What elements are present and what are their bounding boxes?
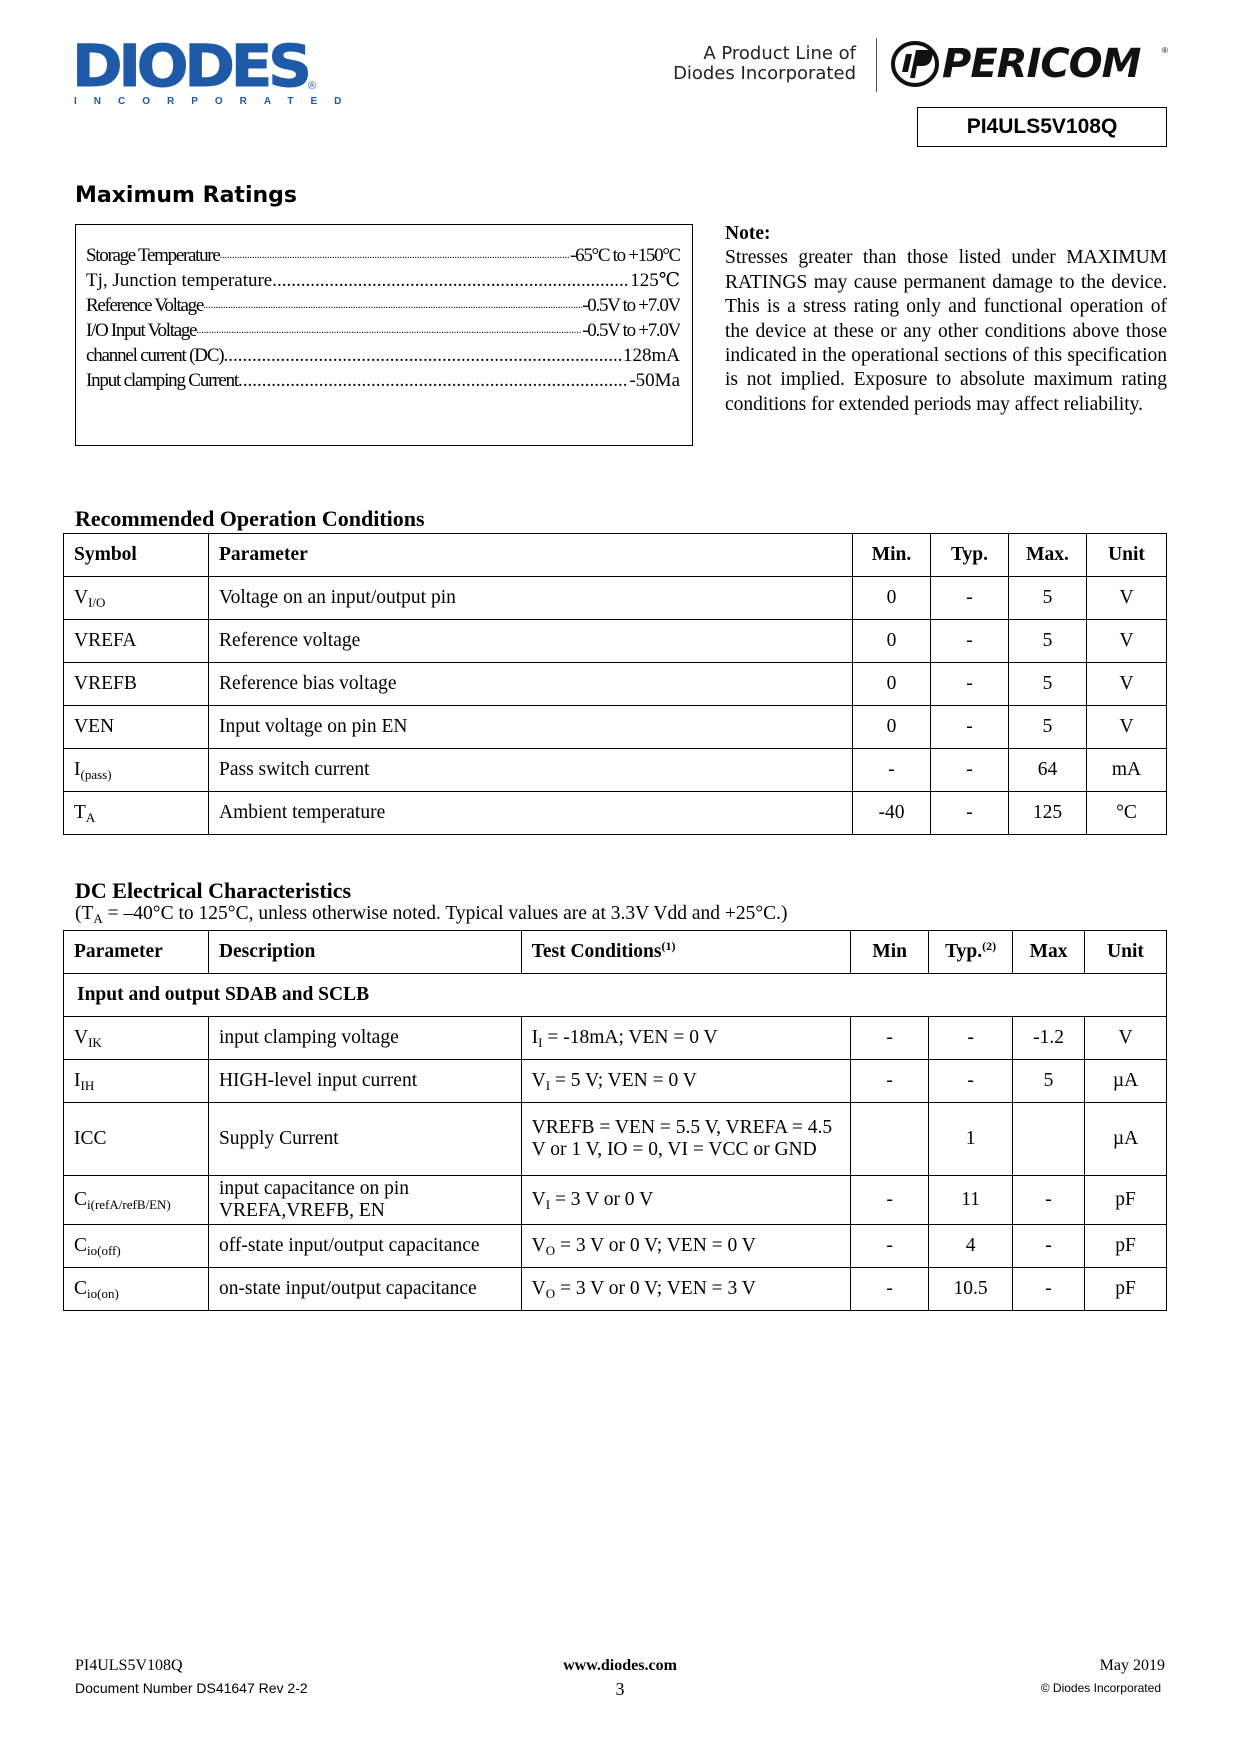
rating-value: -0.5V to +7.0V [582,320,680,341]
min-cell: - [851,1268,929,1311]
unit-cell: V [1085,1017,1167,1060]
typ-cell: - [931,620,1009,663]
param-cell: $C_{io(on)}$ [64,1268,209,1311]
symbol-cell: VEN [64,706,209,749]
rating-label: Storage Temperature [86,245,220,266]
unit-cell: µA [1085,1103,1167,1176]
col-header: Symbol [64,534,209,577]
typ-cell: 10.5 [929,1268,1013,1311]
test-cond-cell: $V_I = 3$ V or 0 V [521,1176,851,1225]
max-rating-row [86,343,680,369]
min-cell: - [851,1225,929,1268]
table-row [64,1176,1167,1225]
typ-cell: - [931,706,1009,749]
unit-cell: pF [1085,1225,1167,1268]
symbol-cell: $V_{I/O}$ [64,577,209,620]
unit-cell: pF [1085,1268,1167,1311]
col-header: Unit [1085,931,1167,974]
max-cell: - [1013,1176,1085,1225]
test-cond-cell: VREFB = VEN = 5.5 V, VREFA = 4.5 V or 1 V, IO = 0, VI = VCC or GND [521,1103,851,1176]
product-line-text [636,44,856,84]
unit-cell: V [1087,577,1167,620]
table-row [64,792,1167,835]
typ-cell: - [929,1017,1013,1060]
param-cell: $C_{i(refA/refB/EN)}$ [64,1176,209,1225]
max-cell: 64 [1009,749,1087,792]
table-row [64,1225,1167,1268]
header-divider [876,38,877,92]
table-row [64,1060,1167,1103]
typ-cell: 4 [929,1225,1013,1268]
desc-cell: input capacitance on pin VREFA,VREFB, EN [208,1176,521,1225]
rating-label: channel current (DC) [86,345,224,366]
param-cell: Voltage on an input/output pin [209,577,853,620]
desc-cell: off-state input/output capacitance [208,1225,521,1268]
symbol-cell: VREFA [64,620,209,663]
max-rating-row [86,268,680,294]
unit-cell: °C [1087,792,1167,835]
pericom-logo [890,40,1170,88]
registered-icon: ® [308,80,317,92]
symbol-cell: $I_{(pass)}$ [64,749,209,792]
test-cond-cell: $I_I = -18mA$; VEN = 0 V [521,1017,851,1060]
rating-value: -0.5V to +7.0V [582,295,680,316]
max-rating-row [86,368,680,394]
unit-cell: V [1087,706,1167,749]
table-row [64,1017,1167,1060]
rating-value: -50Ma [629,370,680,391]
unit-cell: mA [1087,749,1167,792]
typ-cell: - [929,1060,1013,1103]
typ-cell: - [931,792,1009,835]
max-cell: 5 [1013,1060,1085,1103]
param-cell: ICC [64,1103,209,1176]
note-block [725,222,1167,417]
dc-subtitle: ($T_A = -40^\circ C$ to 125°C, unless otherwise noted. Typical values are at 3.3V Vdd and +25°C.) [75,903,788,926]
max-cell [1013,1103,1085,1176]
max-cell: -1.2 [1013,1017,1085,1060]
min-cell: 0 [853,706,931,749]
roc-title: Recommended Operation Conditions [75,506,425,531]
footer-part-number: PI4ULS5V108Q [75,1657,183,1674]
unit-cell: pF [1085,1176,1167,1225]
max-cell: - [1013,1225,1085,1268]
min-cell: - [853,749,931,792]
rating-label: Reference Voltage [86,295,203,316]
table-row [64,1268,1167,1311]
table-row [64,663,1167,706]
group-row [64,974,1167,1017]
max-ratings-box [75,224,693,446]
max-cell: 125 [1009,792,1087,835]
desc-cell: Supply Current [208,1103,521,1176]
footer-doc-number: Document Number DS41647 Rev 2-2 [75,1680,308,1696]
desc-cell: on-state input/output capacitance [208,1268,521,1311]
col-header: Max [1013,931,1085,974]
test-cond-cell: $V_O = 3$ V or 0 V; VEN = 3 V [521,1268,851,1311]
pericom-mark-icon [890,40,940,88]
symbol-cell: VREFB [64,663,209,706]
param-cell: Pass switch current [209,749,853,792]
param-cell: Reference bias voltage [209,663,853,706]
pericom-text: PERICOM [942,41,1141,87]
table-row [64,577,1167,620]
max-rating-row [86,293,680,319]
logo-text: DIODES [72,32,308,100]
col-header: Typ.$^{(2)}$ [929,931,1013,974]
min-cell: 0 [853,620,931,663]
desc-cell: input clamping voltage [208,1017,521,1060]
param-cell: Reference voltage [209,620,853,663]
table-row [64,706,1167,749]
col-header: Typ. [931,534,1009,577]
table-row [64,620,1167,663]
param-cell: $V_{IK}$ [64,1017,209,1060]
max-cell: 5 [1009,577,1087,620]
symbol-cell: $T_A$ [64,792,209,835]
diodes-logo [72,32,359,107]
rating-value: 128mA [623,345,680,366]
desc-cell: HIGH-level input current [208,1060,521,1103]
part-number-box: PI4ULS5V108Q [917,107,1167,147]
col-header: Parameter [209,534,853,577]
table-row [64,1103,1167,1176]
col-header: Min. [853,534,931,577]
min-cell: 0 [853,577,931,620]
typ-cell: - [931,577,1009,620]
typ-cell: 1 [929,1103,1013,1176]
col-header: Parameter [64,931,209,974]
param-cell: $I_{IH}$ [64,1060,209,1103]
param-cell: Input voltage on pin EN [209,706,853,749]
table-row [64,749,1167,792]
table-header-row [64,931,1167,974]
logo-subtext: INCORPORATED [74,96,359,107]
rating-label: Input clamping Current [86,370,238,391]
typ-cell: - [931,663,1009,706]
unit-cell: µA [1085,1060,1167,1103]
product-line-1: A Product Line of [703,43,856,64]
footer-date: May 2019 [1099,1657,1165,1674]
footer-page-number: 3 [615,1679,625,1699]
table-header-row [64,534,1167,577]
rating-value: 125℃ [630,270,680,291]
product-line-2: Diodes Incorporated [673,63,856,84]
test-cond-cell: $V_I = 5$ V; VEN = 0 V [521,1060,851,1103]
max-rating-row [86,318,680,344]
min-cell [851,1103,929,1176]
min-cell: -40 [853,792,931,835]
footer-url[interactable]: www.diodes.com [563,1657,677,1674]
rating-value: -65°C to +150°C [570,245,680,266]
max-rating-row [86,243,680,269]
test-cond-cell: $V_O = 3$ V or 0 V; VEN = 0 V [521,1225,851,1268]
registered-icon: ® [1162,46,1168,55]
max-cell: 5 [1009,620,1087,663]
footer-copyright: © Diodes Incorporated [1040,1681,1161,1695]
min-cell: - [851,1176,929,1225]
typ-cell: 11 [929,1176,1013,1225]
rating-label: I/O Input Voltage [86,320,197,341]
col-header: Test Conditions$^{(1)}$ [521,931,851,974]
max-cell: - [1013,1268,1085,1311]
unit-cell: V [1087,663,1167,706]
col-header: Max. [1009,534,1087,577]
param-cell: Ambient temperature [209,792,853,835]
max-cell: 5 [1009,706,1087,749]
max-cell: 5 [1009,663,1087,706]
param-cell: $C_{io(off)}$ [64,1225,209,1268]
rating-label: Tj, Junction temperature [86,270,273,291]
min-cell: - [851,1060,929,1103]
col-header: Description [208,931,521,974]
unit-cell: V [1087,620,1167,663]
group-label: Input and output SDAB and SCLB [64,974,1167,1017]
min-cell: - [851,1017,929,1060]
col-header: Unit [1087,534,1167,577]
max-ratings-title: Maximum Ratings [75,183,297,208]
typ-cell: - [931,749,1009,792]
note-text: Stresses greater than those listed under MAXIMUM RATINGS may cause permanent damage to the device. This is a stress rating only and functional operation of the device at these or any other conditions above those indicated in the operational sections of this specification is not implied. Exposure to absolute maximum rating conditions for extended periods may affect reliability. [725,247,1167,415]
roc-table [63,533,1167,835]
dc-table [63,930,1167,1311]
dc-title: DC Electrical Characteristics [75,878,352,903]
min-cell: 0 [853,663,931,706]
col-header: Min [851,931,929,974]
note-title: Note: [725,223,771,244]
